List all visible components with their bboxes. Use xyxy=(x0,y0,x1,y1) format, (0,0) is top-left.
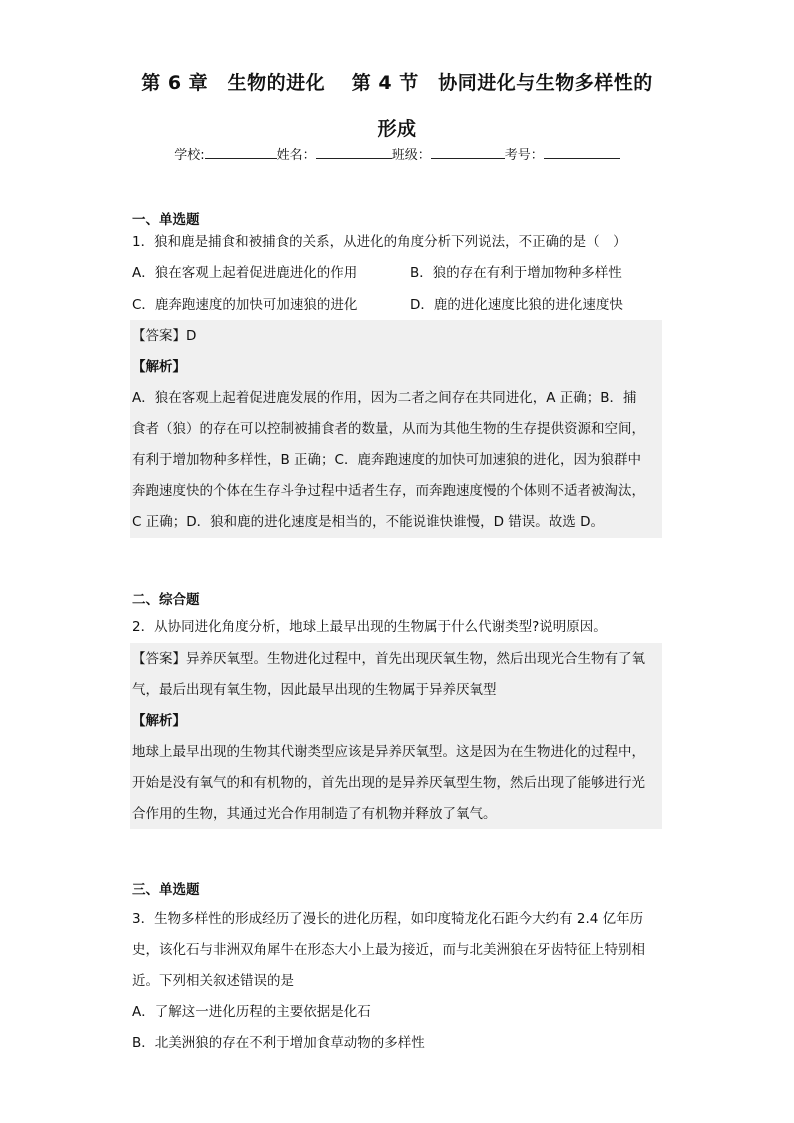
name-field[interactable] xyxy=(316,146,392,159)
q1-option-b: B．狼的存在有利于增加物种多样性 xyxy=(410,265,622,281)
name-label: 姓名： xyxy=(276,148,316,163)
q1-answer: 【答案】D xyxy=(132,328,197,344)
q3-option-b: B．北美洲狼的存在不利于增加食草动物的多样性 xyxy=(132,1035,425,1051)
q2-analysis-tag: 【解析】 xyxy=(132,713,186,729)
q1-analysis-line: 奔跑速度快的个体在生存斗争过程中适者生存，而奔跑速度慢的个体则不适者被淘汰， xyxy=(132,483,645,499)
q1-analysis-line: A．狼在客观上起着促进鹿发展的作用，因为二者之间存在共同进化，A 正确；B．捕 xyxy=(132,390,637,406)
question-3-line: 3．生物多样性的形成经历了漫长的进化历程，如印度犄龙化石距今大约有 2.4 亿年历 xyxy=(132,911,644,927)
question-3-line: 史，该化石与非洲双角犀牛在形态大小上最为接近，而与北美洲狼在牙齿特征上特别相 xyxy=(132,942,645,958)
page-title: 第 6 章 生物的进化 第 4 节 协同进化与生物多样性的 xyxy=(141,72,653,94)
q2-analysis-line: 合作用的生物，其通过光合作用制造了有机物并释放了氧气。 xyxy=(132,806,497,822)
q2-answer-panel xyxy=(130,643,662,829)
q1-analysis-line: 有利于增加物种多样性，B 正确；C．鹿奔跑速度的加快可加速狼的进化，因为狼群中 xyxy=(132,452,641,468)
q2-analysis-line: 地球上最早出现的生物其代谢类型应该是异养厌氧型。这是因为在生物进化的过程中， xyxy=(132,744,645,760)
q2-analysis-line: 开始是没有氧气的和有机物的，首先出现的是异养厌氧型生物，然后出现了能够进行光 xyxy=(132,775,645,791)
section-heading-1: 一、单选题 xyxy=(132,212,200,228)
question-3-line: 近。下列相关叙述错误的是 xyxy=(132,973,294,989)
number-field[interactable] xyxy=(544,146,620,159)
section-heading-3: 三、单选题 xyxy=(132,882,200,898)
q1-analysis-line: 食者（狼）的存在可以控制被捕食者的数量，从而为其他生物的生存提供资源和空间， xyxy=(132,421,645,437)
q2-answer-line: 【答案】异养厌氧型。生物进化过程中，首先出现厌氧生物，然后出现光合生物有了氧 xyxy=(132,651,645,667)
section-heading-2: 二、综合题 xyxy=(132,592,200,608)
number-label: 考号： xyxy=(504,148,544,163)
q1-analysis-tag: 【解析】 xyxy=(132,359,186,375)
question-2: 2．从协同进化角度分析，地球上最早出现的生物属于什么代谢类型?说明原因。 xyxy=(132,619,607,635)
class-field[interactable] xyxy=(431,146,505,159)
class-label: 班级： xyxy=(391,148,431,163)
question-1: 1．狼和鹿是捕食和被捕食的关系，从进化的角度分析下列说法，不正确的是（ ） xyxy=(132,234,627,250)
school-field[interactable] xyxy=(205,146,277,159)
q1-option-a: A．狼在客观上起着促进鹿进化的作用 xyxy=(132,265,358,281)
page-title-continued: 形成 xyxy=(377,118,417,140)
school-label: 学校: xyxy=(174,148,205,163)
q2-answer-line: 气，最后出现有氧生物，因此最早出现的生物属于异养厌氧型 xyxy=(132,682,497,698)
q1-option-d: D．鹿的进化速度比狼的进化速度快 xyxy=(410,297,623,313)
student-info-line xyxy=(132,144,662,163)
q1-analysis-line: C 正确；D．狼和鹿的进化速度是相当的，不能说谁快谁慢，D 错误。故选 D。 xyxy=(132,514,604,530)
q3-option-a: A．了解这一进化历程的主要依据是化石 xyxy=(132,1004,371,1020)
q1-option-c: C．鹿奔跑速度的加快可加速狼的进化 xyxy=(132,297,358,313)
